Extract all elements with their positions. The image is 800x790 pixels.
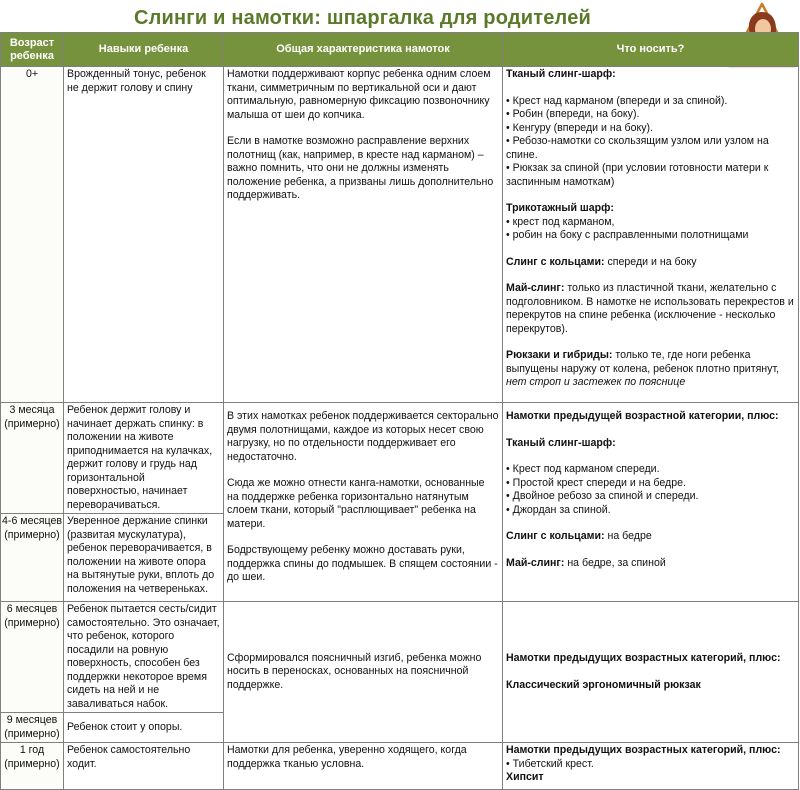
mei-sling-line <box>506 282 795 336</box>
age-cell: 0+ <box>1 67 64 403</box>
plus-title: Намотки предыдущих возрастных категорий, плюс: <box>506 652 781 664</box>
wear-cell <box>503 403 799 602</box>
wear-cell <box>503 67 799 403</box>
backpack-line <box>506 349 795 390</box>
plus-title: Намотки предыдущих возрастных категорий, плюс: <box>506 744 781 756</box>
skills-cell: Врожденный тонус, ребенок не держит голову и спину <box>64 67 224 403</box>
header-what-to-wear: Что носить? <box>503 33 799 67</box>
backpack-title: Рюкзаки и гибриды: <box>506 349 613 361</box>
wear-cell <box>503 602 799 743</box>
age-cell: 3 месяца (примерно) <box>1 403 64 514</box>
list-item: • робин на боку с расправленными полотнищами <box>506 229 749 241</box>
header-characteristics: Общая характеристика намоток <box>224 33 503 67</box>
plus-title: Намотки предыдущей возрастной категории, плюс: <box>506 410 779 422</box>
list-item: • Ребозо-намотки со скользящим узлом или узлом на спине. <box>506 135 769 161</box>
list-item: • Двойное ребозо за спиной и спереди. <box>506 490 699 502</box>
characteristics-paragraph: Сюда же можно отнести канга-намотки, основанные на поддержке ребенка горизонтально натянутым слоем ткани, который "расплющивает" ребенка на матери. <box>227 477 485 530</box>
list-item: • Робин (впереди, на боку). <box>506 108 640 120</box>
list-item: • Джордан за спиной. <box>506 503 611 516</box>
characteristics-cell: Сформировался поясничный изгиб, ребенка можно носить в переносках, основанных на поясничной поддержке. <box>224 602 503 743</box>
characteristics-cell <box>224 67 503 403</box>
list-item: • Рюкзак за спиной (при условии готовности матери к заспинным намоткам) <box>506 162 769 188</box>
cheatsheet-table <box>0 32 799 790</box>
woven-sling-title: Тканый слинг-шарф: <box>506 68 616 80</box>
characteristics-paragraph: В этих намотках ребенок поддерживается секторально двумя полотнищами, каждое из которых несет свою нагрузку, но по отдельности поддерживает его недостаточно. <box>227 410 499 463</box>
ring-sling-text: спереди и на боку <box>607 255 697 268</box>
skills-cell: Ребенок держит голову и начинает держать спинку: в положении на животе приподнимается на кулачках, держит голову и грудь над горизонтальной поверхностью, начинает переворачиваться. <box>64 403 224 514</box>
ergonomic-backpack: Классический эргономичный рюкзак <box>506 678 701 691</box>
skills-cell: Ребенок стоит у опоры. <box>64 713 224 743</box>
list-item: • Простой крест спереди и на бедре. <box>506 476 686 489</box>
wear-cell <box>503 743 799 790</box>
age-cell: 9 месяцев (примерно) <box>1 713 64 743</box>
skills-cell: Уверенное держание спинки (развитая мускулатура), ребенок переворачивается, в положении на животе опора на вытянутые руки, вплоть до положения на четвереньках. <box>64 514 224 602</box>
age-cell: 1 год (примерно) <box>1 743 64 790</box>
ring-sling-line <box>506 530 795 544</box>
page-title: Слинги и намотки: шпаргалка для родителей <box>133 7 592 29</box>
ring-sling-text: на бедре <box>607 530 652 542</box>
header-skills: Навыки ребенка <box>64 33 224 67</box>
ring-sling-title: Слинг с кольцами: <box>506 530 605 542</box>
woven-sling-title: Тканый слинг-шарф: <box>506 436 616 449</box>
table-row <box>1 403 799 514</box>
characteristics-cell: Намотки для ребенка, уверенно ходящего, когда поддержка тканью условна. <box>224 743 503 790</box>
table-row <box>1 602 799 713</box>
characteristics-paragraph: Намотки поддерживают корпус ребенка одним слоем ткани, симметричным по вертикальной оси и дают оптимальную, равномерную фиксацию позвоночнику малыша от шеи до копчика. <box>227 68 491 121</box>
skills-cell: Ребенок самостоятельно ходит. <box>64 743 224 790</box>
list-item: • Крест под карманом спереди. <box>506 463 660 475</box>
backpack-italic-text: нет строп и застежек по пояснице <box>506 376 686 388</box>
backpack-text: только те, где ноги ребенка выпущены наружу от колена, ребенок плотно притянут, <box>506 349 780 375</box>
mei-sling-title: Май-слинг: <box>506 282 565 294</box>
ring-sling-title: Слинг с кольцами: <box>506 255 605 268</box>
characteristics-cell <box>224 403 503 602</box>
mei-sling-text: на бедре, за спиной <box>567 556 666 569</box>
list-item: • Тибетский крест. <box>506 757 594 770</box>
skills-cell: Ребенок пытается сесть/сидит самостоятельно. Это означает, что ребенок, которого посадили на ровную поверхность, способен без поддержки некоторое время сидеть на ней и не заваливаться набок. <box>64 602 224 713</box>
knit-wrap-title: Трикотажный шарф: <box>506 202 614 214</box>
list-item: • Крест над карманом (впереди и за спиной). <box>506 94 728 107</box>
age-cell: 6 месяцев (примерно) <box>1 602 64 713</box>
header-age: Возраст ребенка <box>1 33 64 67</box>
characteristics-paragraph: Бодрствующему ребенку можно доставать руки, поддержка спины до подмышек. В спящем состоянии - до шеи. <box>227 544 498 583</box>
characteristics-paragraph: Если в намотке возможно расправление верхних полотнищ (как, например, в кресте над карманом) – важно помнить, что они не должны изменять положение ребенка, а призваны лишь дополнительно поддерживать. <box>227 135 494 201</box>
ring-sling-line <box>506 256 795 270</box>
table-row <box>1 67 799 403</box>
hipseat-item: Хипсит <box>506 771 544 783</box>
mei-sling-title: Май-слинг: <box>506 556 565 569</box>
mei-sling-line <box>506 557 795 571</box>
mei-sling-text: только из пластичной ткани, желательно с подголовником. В намотке не использовать перекрестов и перекрутов на спине ребенка (исключение - несколько перекрутов). <box>506 282 794 335</box>
list-item: • Кенгуру (впереди и на боку). <box>506 121 654 134</box>
table-row <box>1 743 799 790</box>
age-cell: 4-6 месяцев (примерно) <box>1 514 64 602</box>
list-item: • крест под карманом, <box>506 215 615 228</box>
